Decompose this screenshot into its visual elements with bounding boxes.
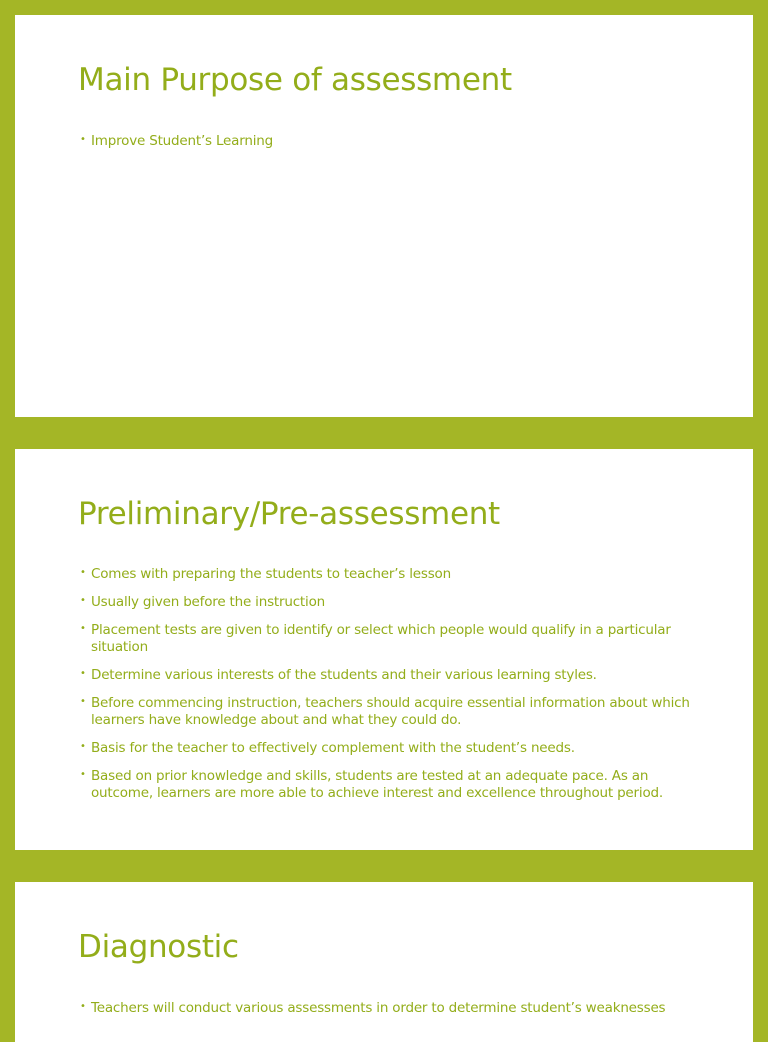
bullet-text: Determine various interests of the students and their various learning styles. <box>91 667 597 683</box>
bullet-list <box>78 566 698 813</box>
bullet-text: Basis for the teacher to effectively complement with the student’s needs. <box>91 740 575 756</box>
bullet-text: Placement tests are given to identify or select which people would qualify in a particular situation <box>91 622 671 655</box>
bullet-dot-icon: • <box>80 769 86 780</box>
slide-title: Diagnostic <box>78 929 239 965</box>
slide-diagnostic <box>15 882 753 1042</box>
bullet-item <box>78 1000 698 1017</box>
bullet-dot-icon: • <box>80 134 86 145</box>
bullet-text: Teachers will conduct various assessments in order to determine student’s weaknesses <box>91 1000 666 1016</box>
bullet-text: Usually given before the instruction <box>91 594 325 610</box>
bullet-dot-icon: • <box>80 668 86 679</box>
bullet-text: Improve Student’s Learning <box>91 133 273 149</box>
bullet-dot-icon: • <box>80 741 86 752</box>
bullet-item <box>78 594 698 611</box>
bullet-item <box>78 768 698 802</box>
bullet-text: Before commencing instruction, teachers should acquire essential information about which learners have knowledge about and what they could do. <box>91 695 690 728</box>
bullet-item <box>78 622 698 656</box>
bullet-dot-icon: • <box>80 1001 86 1012</box>
bullet-dot-icon: • <box>80 595 86 606</box>
slide-title: Main Purpose of assessment <box>78 62 512 98</box>
bullet-dot-icon: • <box>80 623 86 634</box>
slide-main-purpose <box>15 15 753 417</box>
bullet-list <box>78 133 698 161</box>
bullet-text: Based on prior knowledge and skills, students are tested at an adequate pace. As an outcome, learners are more able to achieve interest and excellence throughout period. <box>91 768 663 801</box>
bullet-dot-icon: • <box>80 696 86 707</box>
bullet-item <box>78 566 698 583</box>
bullet-item <box>78 740 698 757</box>
bullet-item <box>78 667 698 684</box>
slide-title: Preliminary/Pre-assessment <box>78 496 500 532</box>
bullet-item <box>78 133 698 150</box>
bullet-dot-icon: • <box>80 567 86 578</box>
bullet-item <box>78 695 698 729</box>
slide-preliminary <box>15 449 753 850</box>
bullet-text: Comes with preparing the students to teacher’s lesson <box>91 566 451 582</box>
